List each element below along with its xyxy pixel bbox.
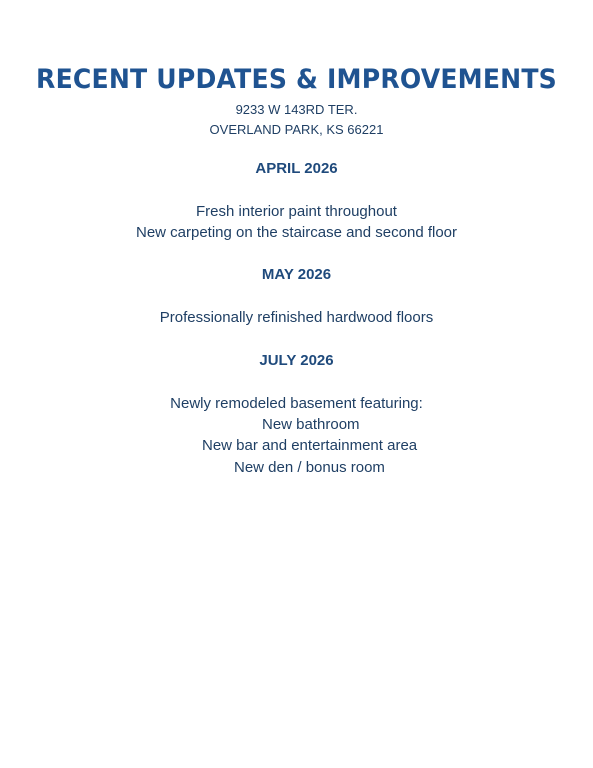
- page-title: RECENT UPDATES & IMPROVEMENTS: [36, 64, 557, 95]
- list-item: New bar and entertainment area: [202, 437, 418, 454]
- section-heading-may: MAY 2026: [261, 266, 332, 283]
- section-heading-july: JULY 2026: [259, 352, 334, 369]
- list-item: New bathroom: [262, 416, 360, 433]
- list-item: Fresh interior paint throughout: [196, 203, 397, 220]
- list-item: New carpeting on the staircase and second floor: [135, 224, 458, 241]
- list-item: Professionally refinished hardwood floors: [159, 309, 434, 326]
- section-heading-april: APRIL 2026: [255, 160, 338, 177]
- address-line-1: 9233 W 143RD TER.: [235, 102, 358, 117]
- list-item: New den / bonus room: [234, 459, 385, 476]
- address-line-2: OVERLAND PARK, KS 66221: [209, 122, 384, 137]
- section-intro: Newly remodeled basement featuring:: [170, 395, 423, 412]
